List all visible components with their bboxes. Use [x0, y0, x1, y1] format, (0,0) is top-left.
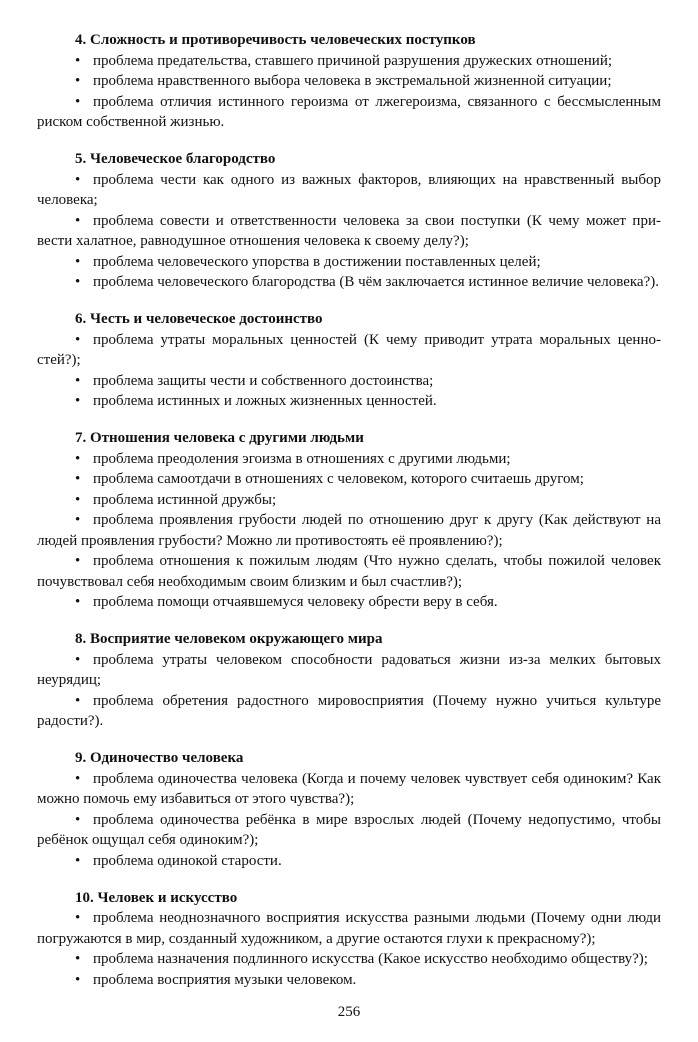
page-number: 256	[337, 1004, 361, 1020]
bullet-icon: •	[75, 811, 81, 828]
bullet-icon: •	[75, 471, 81, 487]
list-item	[37, 170, 661, 211]
section-heading: 10. Человек и искусство	[75, 889, 238, 906]
section-heading: 5. Человеческое благородство	[75, 151, 276, 167]
list-item	[37, 769, 661, 810]
list-item	[37, 592, 661, 613]
section-heading: 7. Отношения человека с другими людьми	[75, 430, 364, 446]
bullet-icon: •	[75, 910, 81, 926]
list-item-text: проблема одиночества ребёнка в мире взрослых людей (Почему недопустимо, чтобы ребёнок ощущал себя одиноким?);	[37, 811, 661, 848]
list-item-text: проблема проявления грубости людей по отношению друг к другу (Как действуют на людей проявления грубости? Можно ли противостоять её проявлению?);	[37, 512, 661, 549]
list-item-text: проблема человеческого благородства (В чём заключается истинное величие человека?).	[93, 274, 659, 290]
bullet-icon: •	[75, 93, 81, 110]
bullet-icon: •	[75, 491, 81, 508]
bullet-icon: •	[75, 651, 81, 668]
bullet-icon: •	[75, 171, 81, 188]
list-item	[37, 650, 661, 691]
list-item-text: проблема нравственного выбора человека в экстремальной жизненной ситуации;	[93, 73, 612, 89]
bullet-icon: •	[75, 212, 81, 229]
bullet-icon: •	[75, 553, 81, 569]
bullet-icon: •	[75, 594, 81, 610]
list-item	[37, 851, 661, 872]
bullet-icon: •	[75, 770, 81, 787]
list-item-text: проблема человеческого упорства в достижении поставленных целей;	[93, 253, 541, 270]
list-item-text: проблема предательства, ставшего причиной разрушения дружеских отношений;	[93, 52, 613, 69]
list-item-text: проблема помощи отчаявшемуся человеку обрести веру в себя.	[93, 594, 498, 610]
list-item	[37, 469, 661, 490]
bullet-icon: •	[75, 450, 81, 467]
list-item-text: проблема защиты чести и собственного достоинства;	[93, 372, 434, 389]
list-item	[37, 551, 661, 592]
list-item	[37, 510, 661, 551]
list-item	[37, 252, 661, 273]
list-item	[37, 51, 661, 72]
bullet-icon: •	[75, 331, 81, 348]
list-item-text: проблема истинной дружбы;	[93, 491, 277, 508]
topic-section	[37, 428, 661, 613]
topic-section	[37, 30, 661, 133]
bullet-icon: •	[75, 274, 81, 290]
list-item-text: проблема одиночества человека (Когда и почему человек чувствует себя одиноким? Как можно помочь ему избавиться от этого чувства?);	[37, 770, 661, 807]
list-item	[37, 691, 661, 732]
bullet-icon: •	[75, 372, 81, 389]
list-item	[37, 908, 661, 949]
section-heading: 6. Честь и человеческое достоинство	[75, 311, 323, 327]
section-heading: 4. Сложность и противоречивость человеческих поступков	[75, 32, 476, 48]
list-item	[37, 490, 661, 511]
section-heading: 8. Восприятие человеком окружающего мира	[75, 631, 383, 647]
list-item-text: проблема назначения подлинного искусства (Какое искусство необходимо обществу?);	[93, 951, 648, 967]
list-item-text: проблема истинных и ложных жизненных ценностей.	[93, 393, 437, 409]
list-item	[37, 272, 661, 293]
bullet-icon: •	[75, 393, 81, 409]
list-item	[37, 449, 661, 470]
bullet-icon: •	[75, 951, 81, 967]
bullet-icon: •	[75, 852, 81, 869]
list-item	[37, 371, 661, 392]
page-content	[37, 30, 661, 990]
bullet-icon: •	[75, 253, 81, 270]
list-item-text: проблема совести и ответственности человека за свои поступки (К чему может привести халатное, равнодушное отношения человека к своему делу?);	[37, 212, 661, 249]
topic-section	[37, 149, 661, 293]
list-item	[37, 92, 661, 133]
list-item	[37, 949, 661, 970]
list-item-text: проблема чести как одного из важных факторов, влияющих на нравственный выбор человека;	[37, 171, 661, 208]
list-item	[37, 810, 661, 851]
topic-section	[37, 629, 661, 732]
topic-section	[37, 748, 661, 871]
list-item-text: проблема неоднозначного восприятия искусства разными людьми (Почему одни люди погружаются в мир, созданный художником, а другие остаются глухи к прекрасному?);	[37, 910, 661, 947]
bullet-icon: •	[75, 73, 81, 89]
list-item-text: проблема отличия истинного героизма от лжегероизма, связанного с бессмысленным риском собственной жизнью.	[37, 93, 661, 130]
list-item-text: проблема преодоления эгоизма в отношениях с другими людьми;	[93, 450, 511, 467]
bullet-icon: •	[75, 52, 81, 69]
list-item-text: проблема утраты моральных ценностей (К чему приводит утрата моральных ценностей?);	[37, 331, 661, 368]
list-item-text: проблема отношения к пожилым людям (Что нужно сделать, чтобы пожилой человек почувствовал себя необходимым своим близким и был счастлив?);	[37, 553, 661, 590]
list-item	[37, 970, 661, 991]
list-item	[37, 391, 661, 412]
list-item	[37, 211, 661, 252]
topic-section	[37, 309, 661, 412]
bullet-icon: •	[75, 971, 81, 988]
list-item	[37, 330, 661, 371]
section-heading: 9. Одиночество человека	[75, 750, 244, 766]
list-item	[37, 71, 661, 92]
bullet-icon: •	[75, 692, 81, 709]
list-item-text: проблема одинокой старости.	[93, 852, 282, 869]
list-item-text: проблема утраты человеком способности радоваться жизни из-за мелких бытовых неурядиц;	[37, 651, 661, 688]
bullet-icon: •	[75, 512, 81, 528]
list-item-text: проблема самоотдачи в отношениях с человеком, которого считаешь другом;	[93, 471, 584, 487]
list-item-text: проблема обретения радостного мировосприятия (Почему нужно учиться культуре радости?).	[37, 692, 661, 729]
topic-section	[37, 888, 661, 991]
list-item-text: проблема восприятия музыки человеком.	[93, 971, 357, 988]
